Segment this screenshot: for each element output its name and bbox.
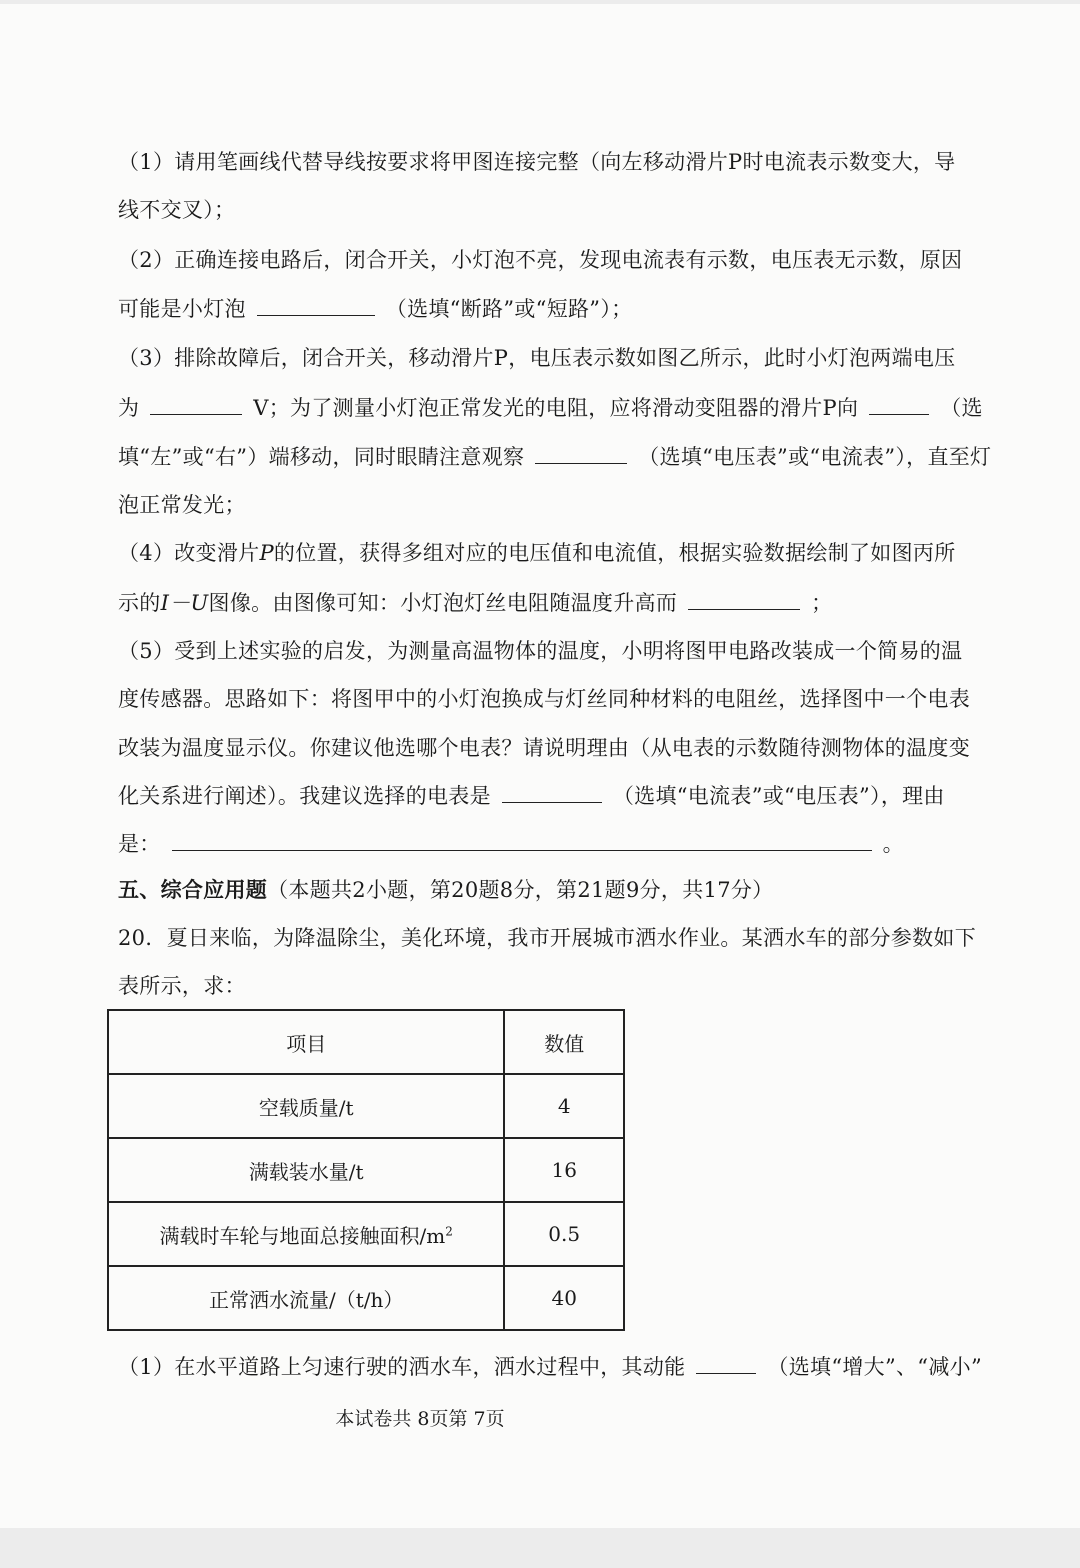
q20-1-pre: （1）在水平道路上匀速行驶的洒水车，洒水过程中，其动能 (118, 1355, 686, 1379)
q3-line1: （3）排除故障后，闭合开关，移动滑片P，电压表示数如图乙所示，此时小灯泡两端电压 (118, 346, 956, 370)
answer-blank-q3-direction[interactable] (869, 392, 929, 415)
table-cell-value: 4 (504, 1074, 624, 1138)
q5-line4-post: （选填“电流表”或“电压表”），理由 (612, 784, 945, 808)
q3-line2-mid: V；为了测量小灯泡正常发光的电阻，应将滑动变阻器的滑片P向 (253, 396, 859, 420)
q1-line1: （1）请用笔画线代替导线按要求将甲图连接完整（向左移动滑片P时电流表示数变大，导 (118, 150, 956, 174)
table-row (108, 1074, 624, 1138)
q3-line3-pre: 填“左”或“右”）端移动，同时眼睛注意观察 (118, 445, 525, 469)
table-header-value: 数值 (504, 1010, 624, 1074)
answer-blank-q5-meter[interactable] (502, 780, 602, 803)
exam-page (0, 4, 1080, 1528)
q5-line4-pre: 化关系进行阐述）。我建议选择的电表是 (118, 784, 491, 808)
q4-line2 (118, 587, 832, 618)
table-cell-item (108, 1202, 504, 1266)
section-heading (118, 875, 773, 905)
q2-line1: （2）正确连接电路后，闭合开关，小灯泡不亮，发现电流表有示数，电压表无示数，原因 (118, 248, 963, 272)
q5-line1: （5）受到上述实验的启发，为测量高温物体的温度，小明将图甲电路改装成一个简易的温 (118, 639, 963, 663)
q5-line5-post: 。 (882, 832, 904, 856)
q3-line2 (118, 392, 983, 423)
q20-1-line1 (118, 1351, 982, 1382)
q3-line4: 泡正常发光； (118, 493, 246, 517)
q4-line2-post: ； (811, 591, 833, 615)
table-cell-value: 16 (504, 1138, 624, 1202)
q5-line5 (118, 828, 904, 859)
page-footer: 本试卷共 8页第 7页 (335, 1408, 505, 1430)
q5-line5-pre: 是： (118, 832, 161, 856)
table-cell-item-sup: 2 (445, 1223, 453, 1238)
q2-line2 (118, 293, 632, 324)
q4-var-iu: I－U (160, 591, 209, 615)
table-cell-item: 满载装水量/t (108, 1138, 504, 1202)
table-cell-value: 0.5 (504, 1202, 624, 1266)
table-row (108, 1202, 624, 1266)
table-cell-item-text: 满载时车轮与地面总接触面积/m (159, 1223, 446, 1248)
table-cell-value: 40 (504, 1266, 624, 1330)
table-row (108, 1266, 624, 1330)
q1-line2: 线不交叉）； (118, 198, 236, 222)
section-desc: （本题共2小题，第20题8分，第21题9分，共17分） (267, 878, 774, 902)
q20-line2: 表所示，求： (118, 974, 246, 998)
q5-line4 (118, 780, 945, 811)
answer-blank-q20-1[interactable] (696, 1351, 756, 1374)
q4-line1 (118, 538, 956, 568)
table-cell-item: 正常洒水流量/（t/h） (108, 1266, 504, 1330)
table-header-item: 项目 (108, 1010, 504, 1074)
q3-line2-pre: 为 (118, 396, 140, 420)
bottom-margin (0, 1528, 1080, 1568)
q3-line2-post: （选 (940, 396, 983, 420)
table-header-row (108, 1010, 624, 1074)
q5-line3: 改装为温度显示仪。你建议他选哪个电表？请说明理由（从电表的示数随待测物体的温度变 (118, 736, 970, 760)
answer-blank-q4[interactable] (688, 587, 800, 610)
q4-line2-mid: 图像。由图像可知：小灯泡灯丝电阻随温度升高而 (208, 591, 678, 615)
answer-blank-q3-voltage[interactable] (150, 392, 242, 415)
q4-line1-post: 的位置，获得多组对应的电压值和电流值，根据实验数据绘制了如图丙所 (273, 541, 956, 565)
table-row (108, 1138, 624, 1202)
q3-line3-post: （选填“电压表”或“电流表”），直至灯 (638, 445, 992, 469)
answer-blank-q2[interactable] (257, 293, 375, 316)
q2-line2-post: （选填“断路”或“短路”）； (385, 297, 633, 321)
parameter-table (107, 1009, 625, 1331)
q3-line3 (118, 441, 991, 472)
q20-1-post: （选填“增大”、“减小” (767, 1355, 982, 1379)
section-title: 五、综合应用题 (118, 877, 268, 902)
table-cell-item: 空载质量/t (108, 1074, 504, 1138)
answer-blank-q5-reason[interactable] (172, 828, 872, 851)
q20-line1: 20．夏日来临，为降温除尘，美化环境，我市开展城市洒水作业。某洒水车的部分参数如下 (118, 926, 977, 950)
q2-line2-pre: 可能是小灯泡 (118, 297, 246, 321)
q4-line1-pre: （4）改变滑片 (118, 541, 260, 565)
q5-line2: 度传感器。思路如下：将图甲中的小灯泡换成与灯丝同种材料的电阻丝，选择图中一个电表 (118, 687, 970, 711)
q4-line2-pre: 示的 (118, 591, 161, 615)
answer-blank-q3-meter[interactable] (535, 441, 627, 464)
q4-var-p: P (259, 541, 274, 565)
